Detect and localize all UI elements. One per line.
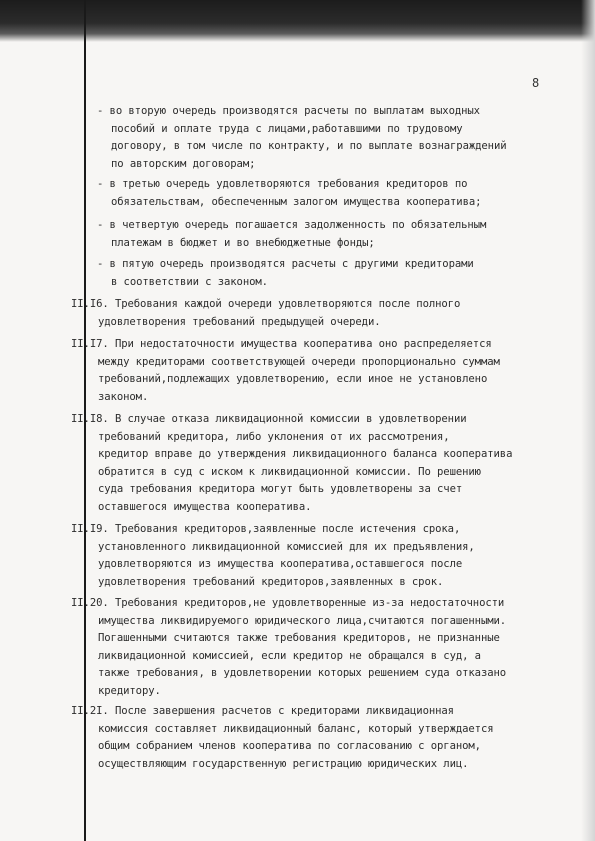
clause-11-21 — [71, 703, 494, 773]
text-line: II.I8. В случае отказа ликвидационной комиссии в удовлетворении — [71, 413, 467, 425]
text-line: платежам в бюджет и во внебюджетные фонды; — [111, 236, 375, 249]
text-line: II.2I. После завершения расчетов с кредиторами ликвидационная — [71, 705, 454, 717]
text-line: удовлетворения требований кредиторов,заявленных в срок. — [98, 575, 444, 588]
text-line: установленного ликвидационной комиссией для их предъявления, — [98, 540, 475, 553]
text-line: комиссия составляет ликвидационный баланс, который утверждается — [98, 722, 494, 735]
bullet-second-priority — [97, 103, 507, 173]
text-line: требований,подлежащих удовлетворению, если иное не установлено — [98, 373, 488, 385]
scan-top-shadow — [0, 0, 595, 42]
text-line: II.I6. Требования каждой очереди удовлетворяются после полного — [71, 298, 461, 310]
text-line: удовлетворяются из имущества кооператива,оставшегося после — [98, 558, 463, 570]
text-line: также требования, в удовлетворении которых решением суда отказано — [98, 667, 507, 679]
bullet-third-priority — [97, 176, 481, 211]
text-line: ликвидационной комиссией, если кредитор не обращался в суд, а — [98, 649, 481, 662]
text-line: между кредиторами соответствующей очереди пропорционально суммам — [98, 355, 500, 368]
text-line: в соответствии с законом. — [111, 275, 268, 288]
text-line: имущества ликвидируемого юридического лица,считаются погашенными. — [98, 614, 507, 627]
text-line: требований кредитора, либо уклонения от их рассмотрения, — [98, 430, 450, 443]
clause-11-16 — [71, 296, 460, 331]
text-line: II.I9. Требования кредиторов,заявленные после истечения срока, — [71, 523, 461, 535]
clause-11-20 — [71, 595, 506, 700]
text-line: осуществляющим государственную регистрацию юридических лиц. — [98, 757, 469, 770]
text-line: оставшегося имущества кооператива. — [98, 500, 312, 513]
clause-11-17 — [71, 336, 500, 406]
text-line: суда требования кредитора могут быть удовлетворены за счет — [98, 483, 463, 495]
text-line: кредитору. — [98, 684, 161, 697]
text-line: - в пятую очередь производятся расчеты с другими кредиторами — [97, 258, 474, 270]
clause-11-19 — [71, 521, 475, 591]
text-line: - в четвертую очередь погашается задолженность по обязательным — [97, 219, 487, 231]
text-line: - в третью очередь удовлетворяются требования кредиторов по — [97, 178, 468, 190]
text-line: по авторским договорам; — [111, 157, 256, 170]
page-number: 8 — [532, 76, 540, 90]
text-line: - во вторую очередь производятся расчеты по выплатам выходных — [97, 105, 480, 117]
text-line: договору, в том числе по контракту, и по выплате вознаграждений — [111, 140, 507, 152]
text-line: II.20. Требования кредиторов,не удовлетворенные из-за недостаточности — [71, 597, 505, 609]
text-line: удовлетворения требований предыдущей очереди. — [98, 315, 381, 328]
text-line: Погашенными считаются также требования кредиторов, не признанные — [98, 632, 500, 644]
scan-right-edge — [581, 0, 595, 841]
text-line: обязательствам, обеспеченным залогом имущества кооператива; — [111, 195, 482, 208]
text-line: обратится в суд с иском к ликвидационной комиссии. По решению — [98, 465, 481, 478]
text-line: кредитор вправе до утверждения ликвидационного баланса кооператива — [98, 448, 513, 460]
text-line: пособий и оплате труда с лицами,работавшими по трудовому — [111, 122, 463, 135]
bullet-fifth-priority — [97, 256, 474, 291]
text-line: общим собранием членов кооператива по согласованию с органом, — [98, 740, 481, 752]
text-line: законом. — [98, 390, 149, 403]
bullet-fourth-priority — [97, 217, 486, 252]
text-line: II.I7. При недостаточности имущества кооператива оно распределяется — [71, 338, 492, 350]
clause-11-18 — [71, 411, 512, 516]
